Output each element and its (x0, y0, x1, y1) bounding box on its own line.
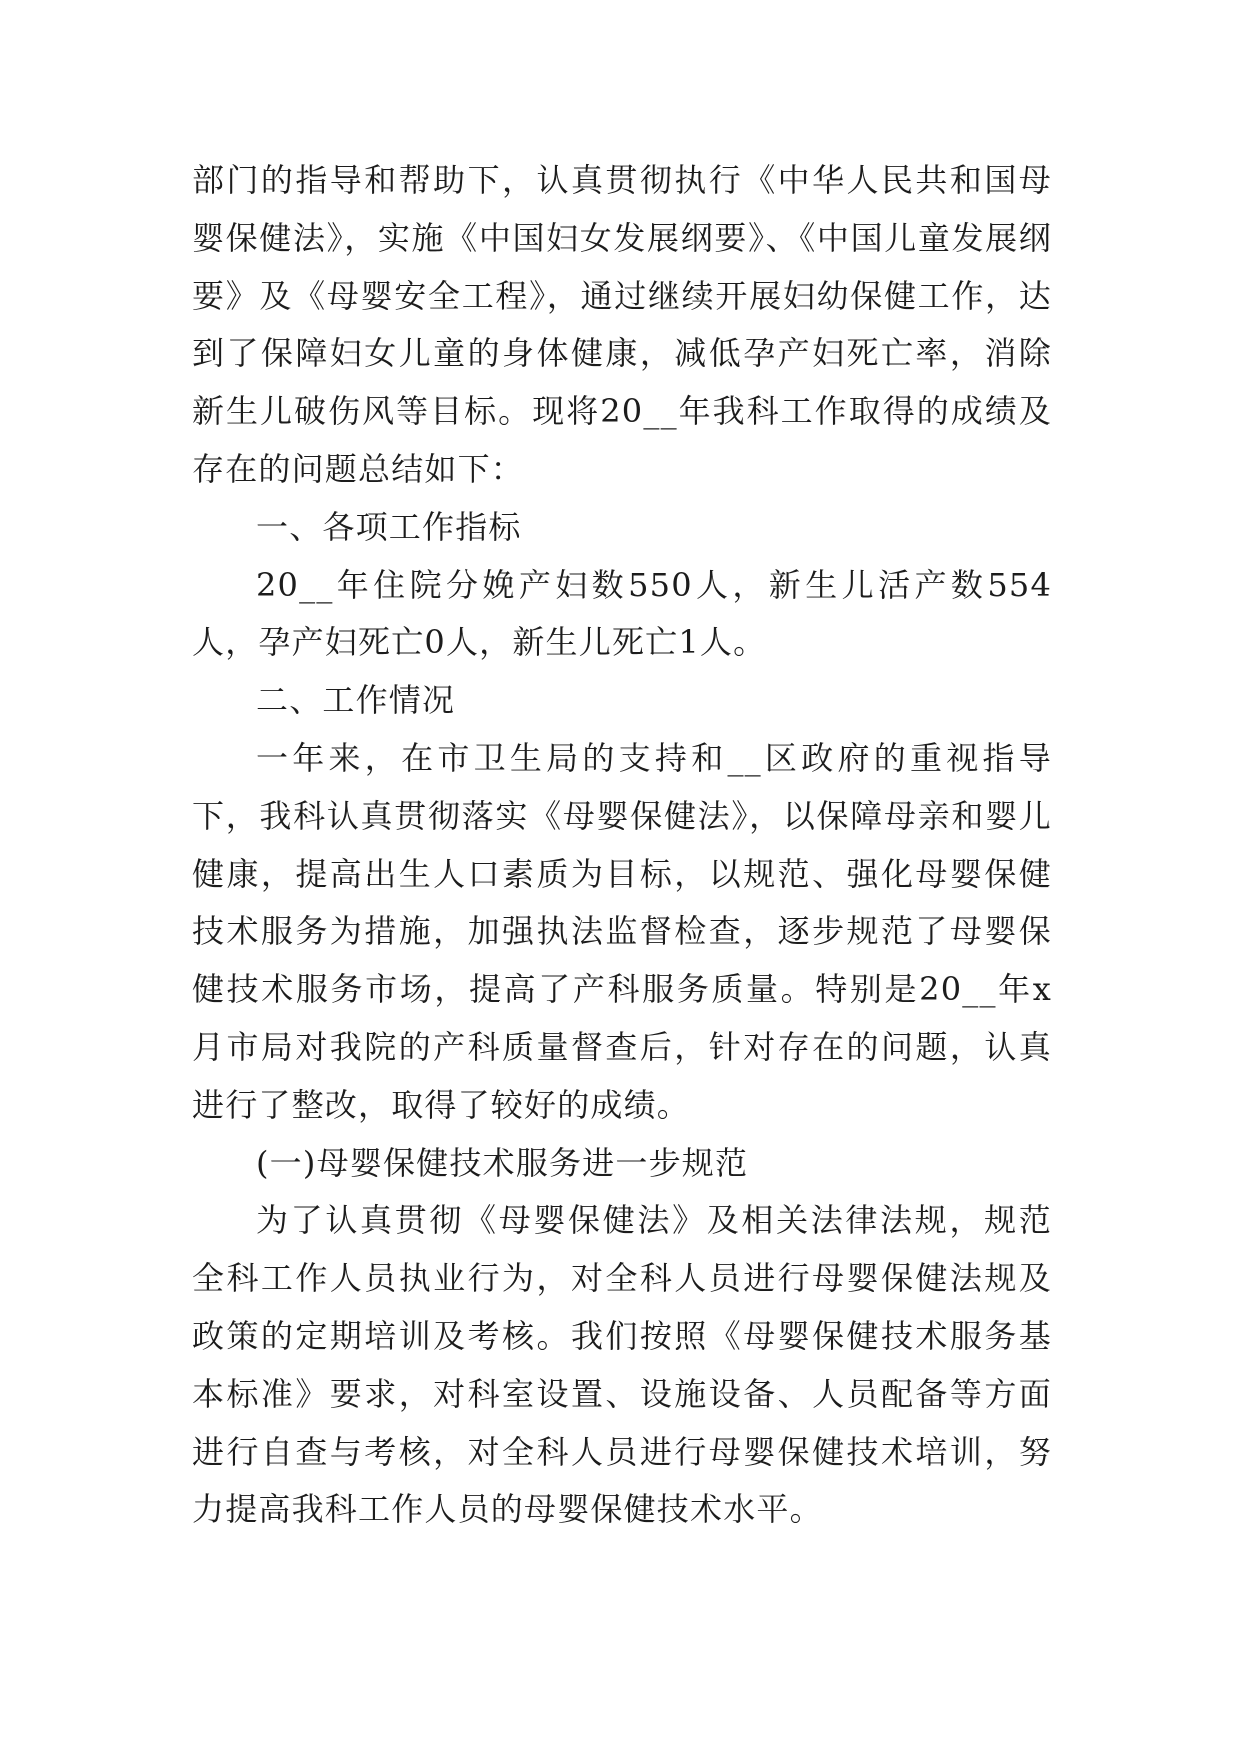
heading-work-indicators: 一、各项工作指标 (256, 507, 522, 546)
paragraph-work-situation: 一年来，在市卫生局的支持和__区政府的重视指导下，我科认真贯彻落实《母婴保健法》，以保障母亲和婴儿健康，提高出生人口素质为目标，以规范、强化母婴保健技术服务为措施，加强执法监督检查，逐步规范了母婴保健技术服务市场，提高了产科服务质量。特别是20__年x月市局对我院的产科质量督查后，针对存在的问题，认真进行了整改，取得了较好的成绩。 (192, 738, 1052, 1124)
paragraph-intro: 部门的指导和帮助下，认真贯彻执行《中华人民共和国母婴保健法》，实施《中国妇女发展纲要》、《中国儿童发展纲要》及《母婴安全工程》，通过继续开展妇幼保健工作，达到了保障妇女儿童的身体健康，减低孕产妇死亡率，消除新生儿破伤风等目标。现将20__年我科工作取得的成绩及存在的问题总结如下： (192, 161, 1052, 488)
document-body (192, 152, 1052, 1539)
heading-work-situation: 二、工作情况 (256, 681, 456, 720)
paragraph-indicators: 20__年住院分娩产妇数550人，新生儿活产数554人，孕产妇死亡0人，新生儿死亡1人。 (192, 565, 1052, 662)
subheading-technical-services: (一)母婴保健技术服务进一步规范 (256, 1143, 749, 1182)
paragraph-technical-services: 为了认真贯彻《母婴保健法》及相关法律法规，规范全科工作人员执业行为，对全科人员进行母婴保健法规及政策的定期培训及考核。我们按照《母婴保健技术服务基本标准》要求，对科室设置、设施设备、人员配备等方面进行自查与考核，对全科人员进行母婴保健技术培训，努力提高我科工作人员的母婴保健技术水平。 (192, 1201, 1052, 1529)
